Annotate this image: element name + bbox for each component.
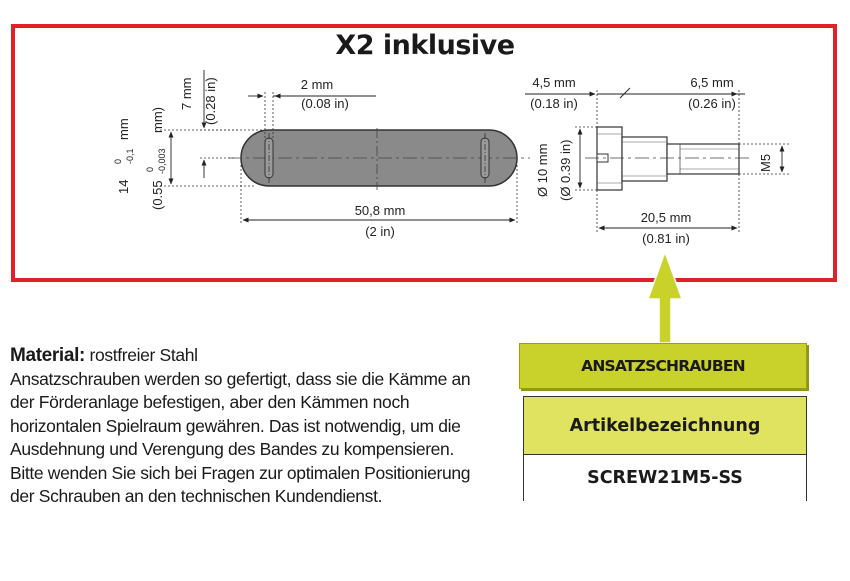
dim-14mm-tol-lower: -0,1 [125,148,135,164]
dim-20-5mm-inch-label: (0.81 in) [642,231,690,246]
article-table-header: Artikelbezeichnung [524,397,806,455]
article-table [523,396,807,501]
dim-14mm-unit: mm [116,118,131,140]
description-text: Ansatzschrauben werden so gefertigt, dass sie die Kämme an der Förderanlage befestigen, aber den Kämmen noch horizontalen Spielraum gewähren. Das ist notwendig, um die Ausdehnung und Verengung des Bandes zu kompensieren. Bitte wenden Sie sich bei Fragen zur optimalen Positionierung der Schrauben an den technischen Kundendienst. [10,368,471,506]
dim-4-5mm-label: 4,5 mm [532,75,576,90]
dim-055-tol-lower: -0,003 [157,148,167,174]
dim-50-8mm-inch-label: (2 in) [365,224,395,239]
dim-10mm-inch-label: (Ø 0.39 in) [558,139,573,201]
dim-2mm-inch-label: (0.08 in) [301,96,349,111]
material-label: Material: [10,345,85,366]
dim-055-tol-upper: 0 [145,166,155,172]
dim-10mm [535,127,598,201]
product-category-header: ANSATZSCHRAUBEN [519,343,807,389]
dim-6-5mm-label: 6,5 mm [690,75,734,90]
dim-14mm-tol-upper: 0 [113,158,123,164]
material-description [10,344,490,509]
shoulder-screw [585,127,750,190]
dim-20-5mm-label: 20,5 mm [640,210,692,225]
dim-7mm-label: 7 mm [179,77,194,110]
arrow-up-icon [648,252,682,343]
dim-055-label: (0.55 [150,180,165,210]
material-value: rostfreier Stahl [84,345,198,365]
dim-4-5mm-inch-label: (0.18 in) [530,96,578,111]
dim-055-unit: mm) [150,107,165,133]
dim-50-8mm-label: 50,8 mm [354,203,406,218]
dim-6-5mm [680,75,739,145]
dim-m5 [739,144,790,174]
article-table-cell: SCREW21M5-SS [524,455,806,501]
dim-14mm-label: 14 [116,179,131,194]
drawing-title: X2 inklusive [335,30,515,61]
dim-7mm-inch-label: (0.28 in) [203,77,218,125]
dim-6-5mm-inch-label: (0.26 in) [688,96,736,111]
dim-m5-label: M5 [758,153,773,172]
dim-2mm-label: 2 mm [300,77,334,92]
dim-14mm [113,107,255,210]
dim-10mm-label: Ø 10 mm [535,143,550,197]
